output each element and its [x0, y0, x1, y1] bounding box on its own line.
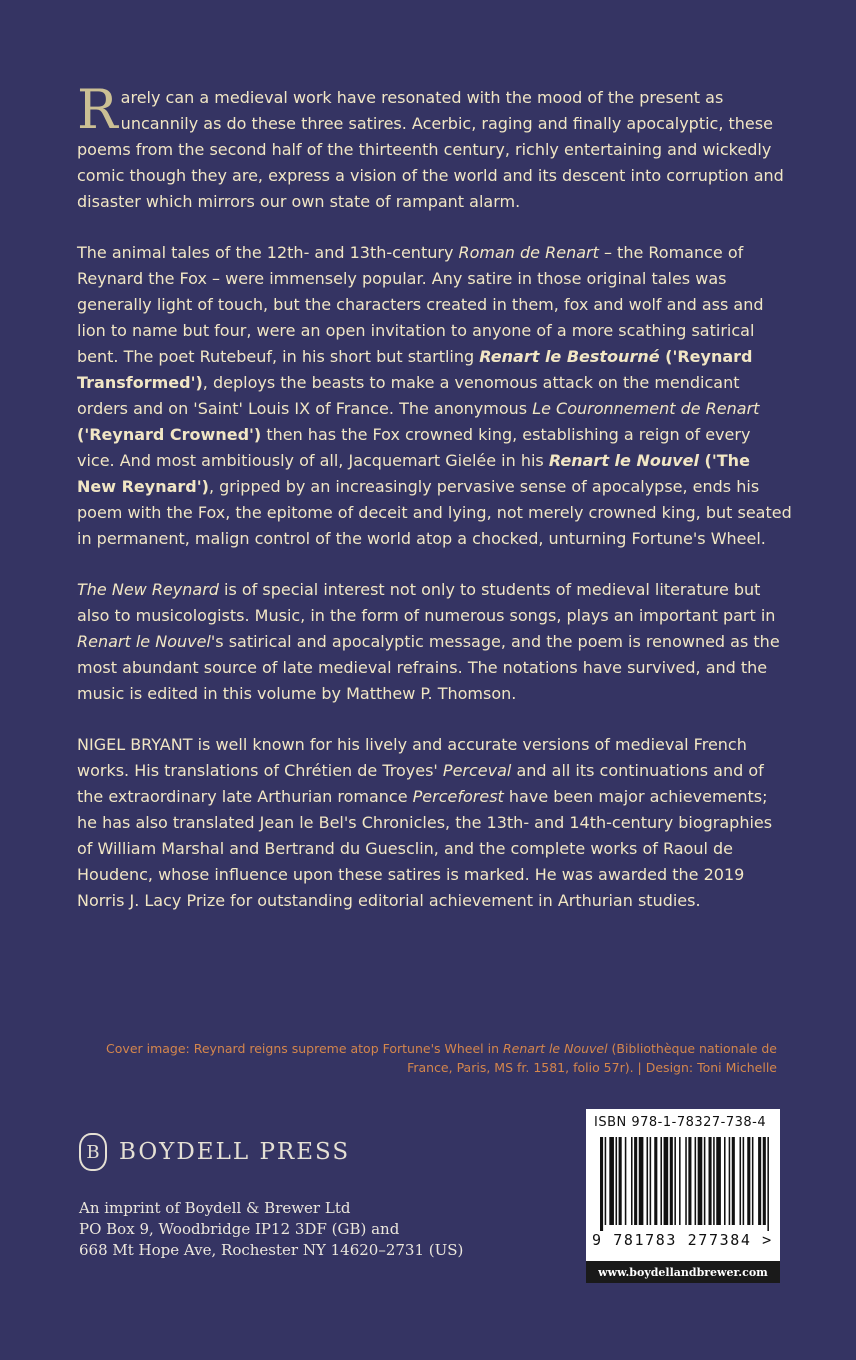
barcode-bar — [650, 1137, 652, 1225]
barcode-bar — [634, 1137, 637, 1225]
website-url: www.boydellandbrewer.com — [586, 1261, 780, 1283]
barcode-bar — [740, 1137, 742, 1225]
barcode-bar — [609, 1137, 614, 1225]
barcode-bar — [704, 1137, 706, 1225]
barcode-bar — [605, 1137, 607, 1225]
barcode-bar — [729, 1137, 731, 1225]
publisher-imprint — [79, 1198, 463, 1261]
back-cover-text — [77, 78, 792, 939]
paragraph-satires: The animal tales of the 12th- and 13th-century Roman de Renart – the Romance of Reynard the Fox – were immensely popular. Any satire in those original tales was generally light of touch, but the characters created in them, fox and wolf and ass and lion to name but four, were an open invitation to anyone of a more scathing satirical bent. The poet Rutebeuf, in his short but startling Renart le Bestourné ('Reynard Transformed'), deploys the beasts to make a venomous attack on the mendicant orders and on 'Saint' Louis IX of France. The anonymous Le Couronnement de Renart ('Reynard Crowned') then has the Fox crowned king, establishing a reign of every vice. And most ambitiously of all, Jacquemart Gielée in his Renart le Nouvel ('The New Reynard'), gripped by an increasingly pervasive sense of apocalypse, ends his poem with the Fox, the epitome of deceit and lying, not merely crowned king, but seated in permanent, malign control of the world atop a chocked, unturning Fortune's Wheel. — [77, 243, 792, 548]
boydell-logo-icon: B — [79, 1133, 107, 1171]
barcode-bar — [600, 1137, 603, 1231]
barcode-bar — [664, 1137, 669, 1225]
barcode-bar — [709, 1137, 712, 1225]
barcode-bar — [724, 1137, 726, 1225]
barcode-bar — [616, 1137, 618, 1225]
barcode-bar — [625, 1137, 627, 1225]
barcode-bar — [732, 1137, 735, 1225]
barcode-bar — [758, 1137, 761, 1225]
barcode-bar — [674, 1137, 676, 1225]
paragraph-music: The New Reynard is of special interest not only to students of medieval literature but also to musicologists. Music, in the form of numerous songs, plays an important part in Renart le Nouvel's satirical and apocalyptic message, and the poem is renowned as the most abundant source of late medieval refrains. The notations have survived, and the music is edited in this volume by Matthew P. Thomson. — [77, 580, 780, 703]
drop-cap: R — [77, 78, 118, 141]
imprint-line: 668 Mt Hope Ave, Rochester NY 14620–2731 (US) — [79, 1241, 464, 1259]
barcode-bar — [713, 1137, 715, 1225]
barcode-bar — [654, 1137, 657, 1225]
barcode-bar — [679, 1137, 681, 1225]
imprint-line: PO Box 9, Woodbridge IP12 3DF (GB) and — [79, 1220, 400, 1238]
cover-credit: Cover image: Reynard reigns supreme atop Fortune's Wheel in Renart le Nouvel (Bibliothèque nationale de France, Paris, MS fr. 1581, folio 57r). | Design: Toni Michelle — [106, 1041, 777, 1075]
barcode-bar — [670, 1137, 673, 1225]
barcode-bar — [619, 1137, 622, 1225]
isbn-barcode — [586, 1109, 780, 1283]
publisher-logo — [79, 1133, 350, 1171]
imprint-line: An imprint of Boydell & Brewer Ltd — [79, 1199, 351, 1217]
barcode-bar — [685, 1137, 687, 1225]
publisher-name: BOYDELL PRESS — [119, 1139, 351, 1165]
barcode-bar — [763, 1137, 766, 1225]
barcode-bar — [743, 1137, 745, 1225]
barcode-bar — [631, 1137, 633, 1225]
barcode-bar — [698, 1137, 703, 1225]
barcode-bar — [695, 1137, 697, 1225]
paragraph-intro: Rarely can a medieval work have resonated with the mood of the present as uncannily as do these three satires. Acerbic, raging and finally apocalyptic, these poems from the second half of the thirteenth century, richly entertaining and wickedly comic though they are, express a vision of the world and its descent into corruption and disaster which mirrors our own state of rampant alarm. — [77, 78, 784, 211]
barcode-bar — [716, 1137, 721, 1225]
barcode-digits: 9 781783 277384 > — [592, 1231, 773, 1249]
barcode-bar — [752, 1137, 754, 1225]
barcode-bar — [639, 1137, 644, 1225]
paragraph-author-bio: NIGEL BRYANT is well known for his lively and accurate versions of medieval French works. His translations of Chrétien de Troyes' Perceval and all its continuations and of the extraordinary late Arthurian romance Perceforest have been major achievements; he has also translated Jean le Bel's Chronicles, the 13th- and 14th-century biographies of William Marshal and Bertrand du Guesclin, and the complete works of Raoul de Houdenc, whose influence upon these satires is marked. He was awarded the 2019 Norris J. Lacy Prize for outstanding editorial achievement in Arthurian studies. — [77, 735, 773, 910]
barcode-bar — [688, 1137, 691, 1225]
barcode-bar — [747, 1137, 750, 1225]
barcode-bars — [592, 1137, 774, 1231]
barcode-bar — [767, 1137, 769, 1231]
barcode-bar — [660, 1137, 662, 1225]
isbn-label: ISBN 978-1-78327-738-4 — [594, 1115, 767, 1130]
barcode-bar — [647, 1137, 649, 1225]
